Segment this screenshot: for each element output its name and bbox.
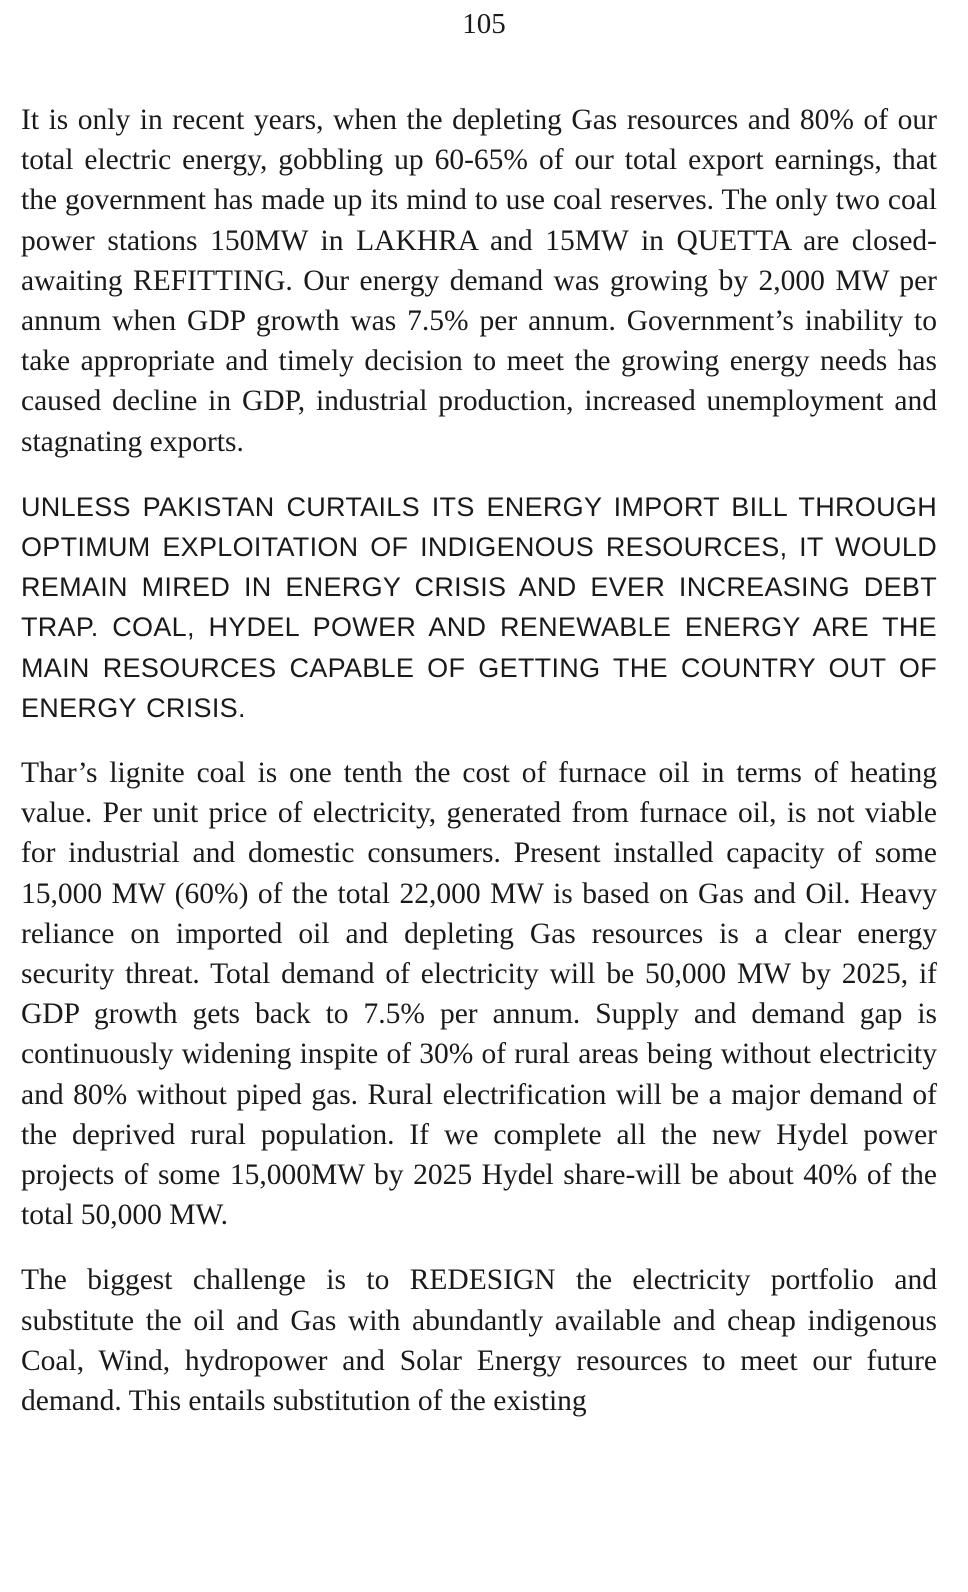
paragraph-thar-lignite-coal: Thar’s lignite coal is one tenth the cost of furnace oil in terms of heating value. Per unit price of electricity, generated from furnace oil, is not viable for industrial and domestic consumers. Present installed capacity of some 15,000 MW (60%) of the total 22,000 MW is based on Gas and Oil. Heavy reliance on imported oil and depleting Gas resources is a clear energy security threat. Total demand of electricity will be 50,000 MW by 2025, if GDP growth gets back to 7.5% per annum. Supply and demand gap is continuously widening inspite of 30% of rural areas being without electricity and 80% without piped gas. Rural electrification will be a major demand of the deprived rural population. If we complete all the new Hydel power projects of some 15,000MW by 2025 Hydel share-will be about 40% of the total 50,000 MW. [21, 757, 937, 1232]
page-number: 105 [462, 8, 506, 40]
paragraph-coal-reserves: It is only in recent years, when the depleting Gas resources and 80% of our total electric energy, gobbling up 60-65% of our total export earnings, that the government has made up its mind to use coal reserves. The only two coal power stations 150MW in LAKHRA and 15MW in QUETTA are closed-awaiting REFITTING. Our energy demand was growing by 2,000 MW per annum when GDP growth was 7.5% per annum. Government’s inability to take appropriate and timely decision to meet the growing energy needs has caused decline in GDP, industrial production, increased unemployment and stagnating exports. [21, 104, 937, 458]
paragraph-energy-import-bill: UNLESS PAKISTAN CURTAILS ITS ENERGY IMPORT BILL THROUGH OPTIMUM EXPLOITATION OF INDIGENOUS RESOURCES, IT WOULD REMAIN MIRED IN ENERGY CRISIS AND EVER INCREASING DEBT TRAP. COAL, HYDEL POWER AND RENEWABLE ENERGY ARE THE MAIN RESOURCES CAPABLE OF GETTING THE COUNTRY OUT OF ENERGY CRISIS. [21, 491, 937, 723]
page-body [21, 100, 937, 1446]
paragraph-redesign-electricity-portfolio: The biggest challenge is to REDESIGN the electricity portfolio and substitute the oil and Gas with abundantly available and cheap indigenous Coal, Wind, hydropower and Solar Energy resources to meet our future demand. This entails substitution of the existing [21, 1264, 937, 1418]
